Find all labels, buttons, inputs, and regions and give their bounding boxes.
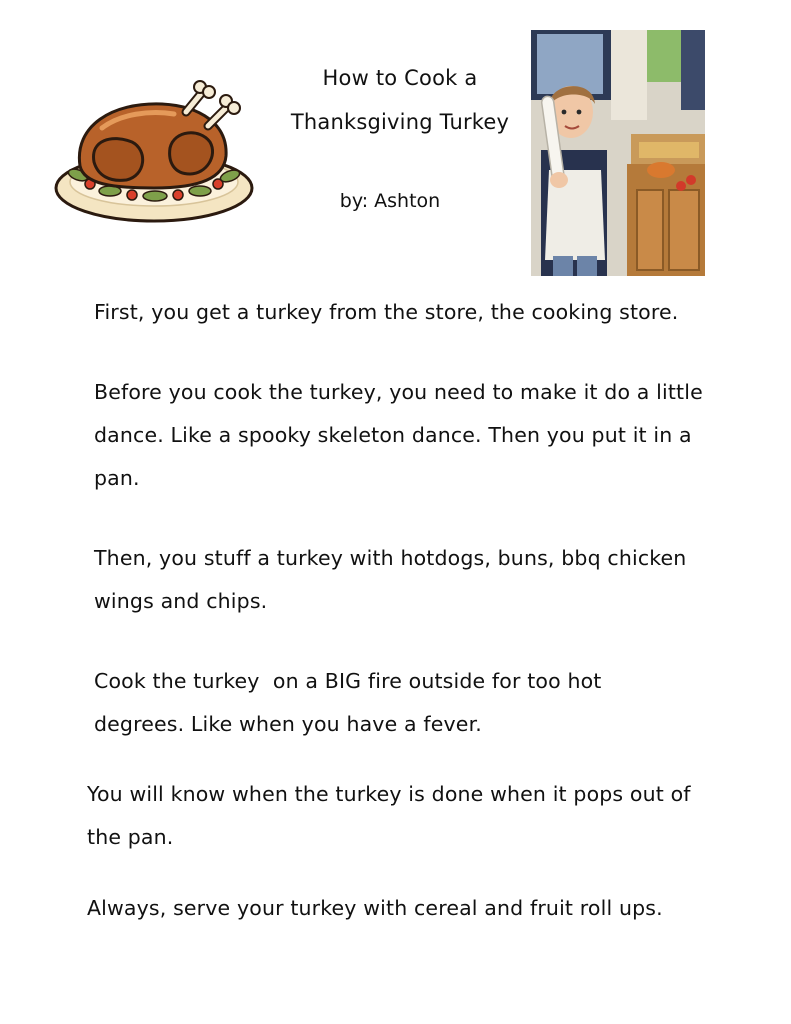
paragraph-line: dance. Like a spooky skeleton dance. Then you put it in a [94, 423, 692, 447]
document-title-line-2: Thanksgiving Turkey [290, 110, 510, 134]
paragraph-line: Before you cook the turkey, you need to make it do a little [94, 380, 703, 404]
roast-turkey-icon [50, 78, 260, 228]
paragraph-3 [94, 537, 686, 623]
paragraph-4 [94, 660, 602, 746]
paragraph-1 [94, 291, 678, 334]
paragraph-line: Cook the turkey on a BIG fire outside for too hot [94, 669, 602, 693]
paragraph-line: pan. [94, 466, 140, 490]
paragraph-line: the pan. [87, 825, 174, 849]
paragraph-line: degrees. Like when you have a fever. [94, 712, 482, 736]
paragraph-2 [94, 371, 703, 500]
paragraph-6 [87, 887, 663, 930]
paragraph-line: Then, you stuff a turkey with hotdogs, buns, bbq chicken [94, 546, 687, 570]
document-title-line-1: How to Cook a [322, 66, 478, 90]
paragraph-5 [87, 773, 691, 859]
child-photo [531, 30, 705, 276]
paragraph-line: Always, serve your turkey with cereal and fruit roll ups. [87, 896, 663, 920]
paragraph-line: First, you get a turkey from the store, the cooking store. [94, 300, 679, 324]
paragraph-line: wings and chips. [94, 589, 268, 613]
author-byline: by: Ashton [339, 190, 441, 212]
paragraph-line: You will know when the turkey is done when it pops out of [87, 782, 691, 806]
